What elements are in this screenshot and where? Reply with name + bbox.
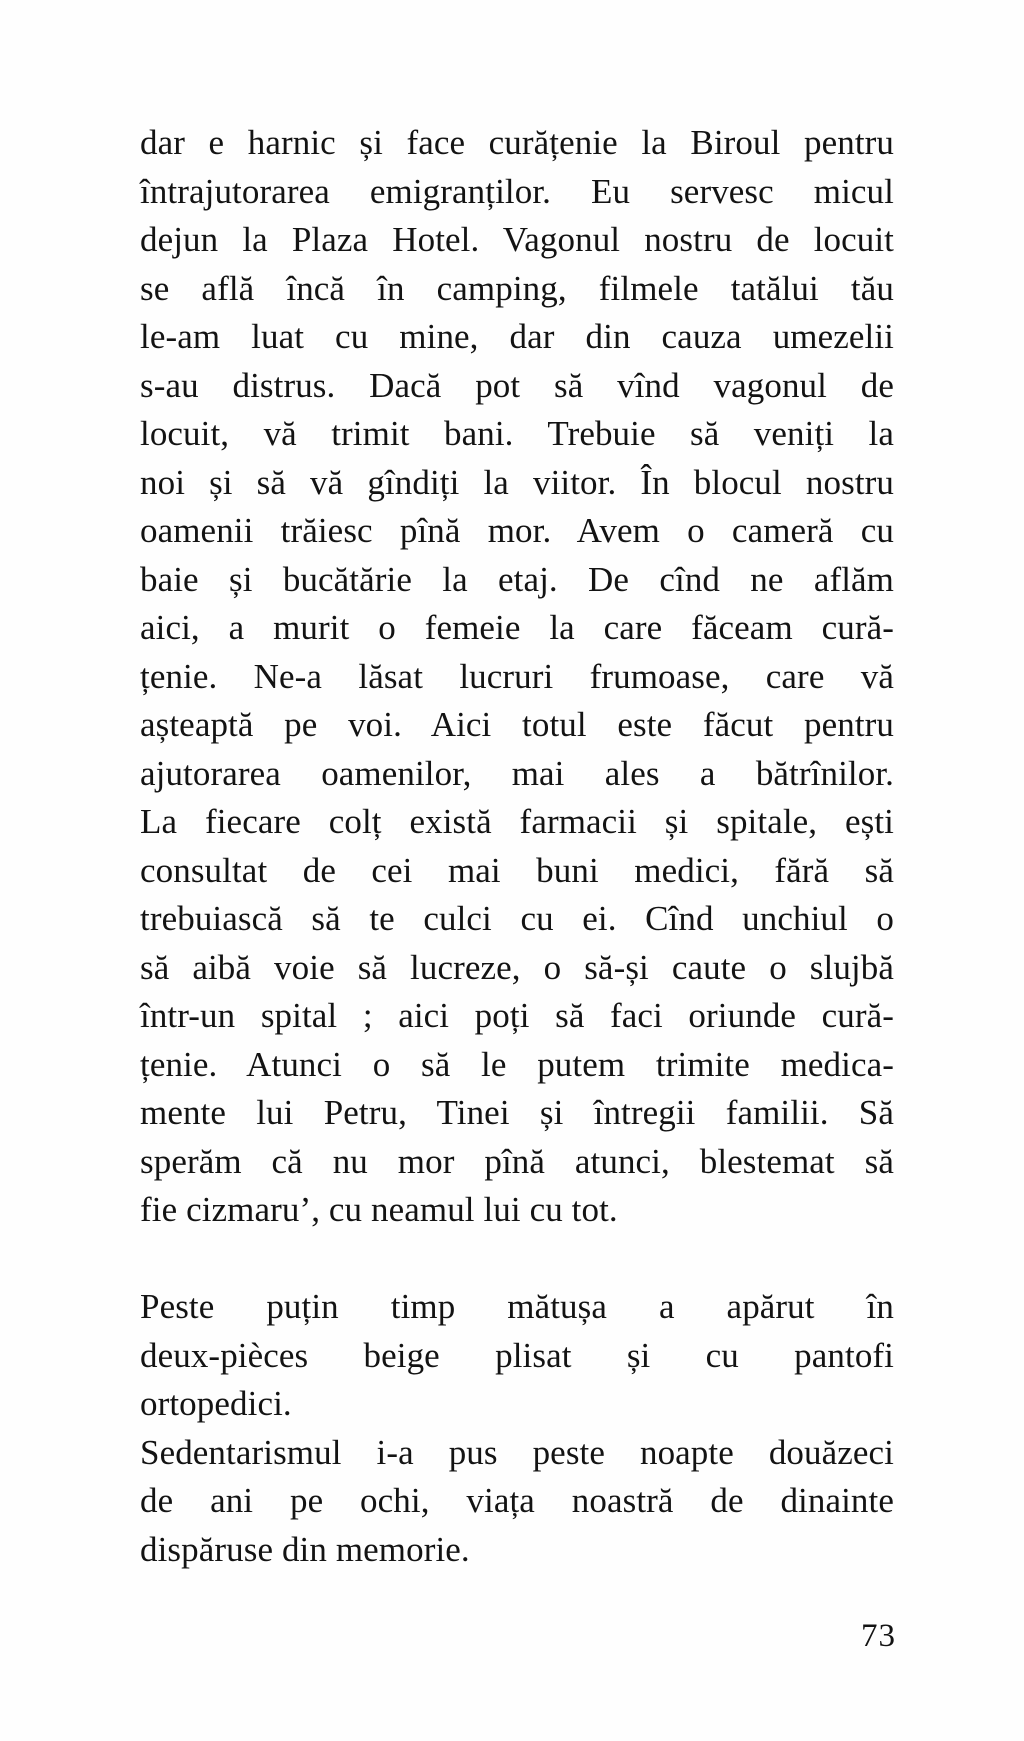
text-line: locuit, vă trimit bani. Trebuie să veniți la bbox=[140, 414, 894, 453]
text-line: noi și să vă gîndiți la viitor. În blocul nostru bbox=[140, 462, 894, 502]
text-line: mente lui Petru, Tinei și întregii familii. Să bbox=[140, 1093, 894, 1132]
text-line: întrajutorarea emigranților. Eu servesc micul bbox=[140, 171, 894, 211]
text-line: trebuiască să te culci cu ei. Cînd unchiul o bbox=[140, 899, 894, 938]
text-line: Peste puțin timp mătușa a apărut în bbox=[140, 1287, 894, 1326]
text-line: dispăruse din memorie. bbox=[140, 1529, 470, 1569]
text-line: de ani pe ochi, viața noastră de dinainte bbox=[140, 1481, 894, 1520]
text-line: oamenii trăiesc pînă mor. Avem o cameră cu bbox=[140, 511, 894, 550]
page-number: 73 bbox=[861, 1618, 896, 1654]
text-line: fie cizmaru’, cu neamul lui cu tot. bbox=[140, 1190, 618, 1229]
text-line: baie și bucătărie la etaj. De cînd ne aflăm bbox=[140, 559, 894, 599]
paragraph bbox=[140, 119, 894, 1235]
text-line: aici, a murit o femeie la care făceam cură- bbox=[140, 608, 894, 647]
text-line: sperăm că nu mor pînă atunci, blestemat să bbox=[140, 1141, 894, 1181]
text-line: dejun la Plaza Hotel. Vagonul nostru de locuit bbox=[140, 220, 894, 259]
text-line: dar e harnic și face curățenie la Biroul pentru bbox=[140, 123, 894, 162]
text-line: La fiecare colț există farmacii și spitale, ești bbox=[140, 802, 894, 841]
body-text bbox=[140, 119, 894, 1574]
paragraph bbox=[140, 1283, 894, 1429]
text-line: le-am luat cu mine, dar din cauza umezelii bbox=[140, 317, 894, 356]
text-line: s-au distrus. Dacă pot să vînd vagonul de bbox=[140, 365, 894, 405]
text-line: deux-pièces beige plisat și cu pantofi bbox=[140, 1335, 894, 1375]
text-line: Sedentarismul i-a pus peste noapte douăzeci bbox=[140, 1432, 894, 1472]
text-line: să aibă voie să lucreze, o să-și caute o slujbă bbox=[140, 947, 894, 987]
text-line: ortopedici. bbox=[140, 1384, 292, 1423]
text-line: se află încă în camping, filmele tatălui tău bbox=[140, 268, 894, 308]
text-line: într-un spital ; aici poți să faci oriunde cură- bbox=[140, 996, 894, 1035]
text-line: consultat de cei mai buni medici, fără să bbox=[140, 850, 894, 890]
text-line: ajutorarea oamenilor, mai ales a bătrînilor. bbox=[140, 753, 894, 793]
text-line: țenie. Atunci o să le putem trimite medica- bbox=[140, 1044, 894, 1084]
paragraph bbox=[140, 1429, 894, 1575]
text-line: așteaptă pe voi. Aici totul este făcut pentru bbox=[140, 705, 894, 744]
text-line: țenie. Ne-a lăsat lucruri frumoase, care vă bbox=[140, 656, 894, 696]
